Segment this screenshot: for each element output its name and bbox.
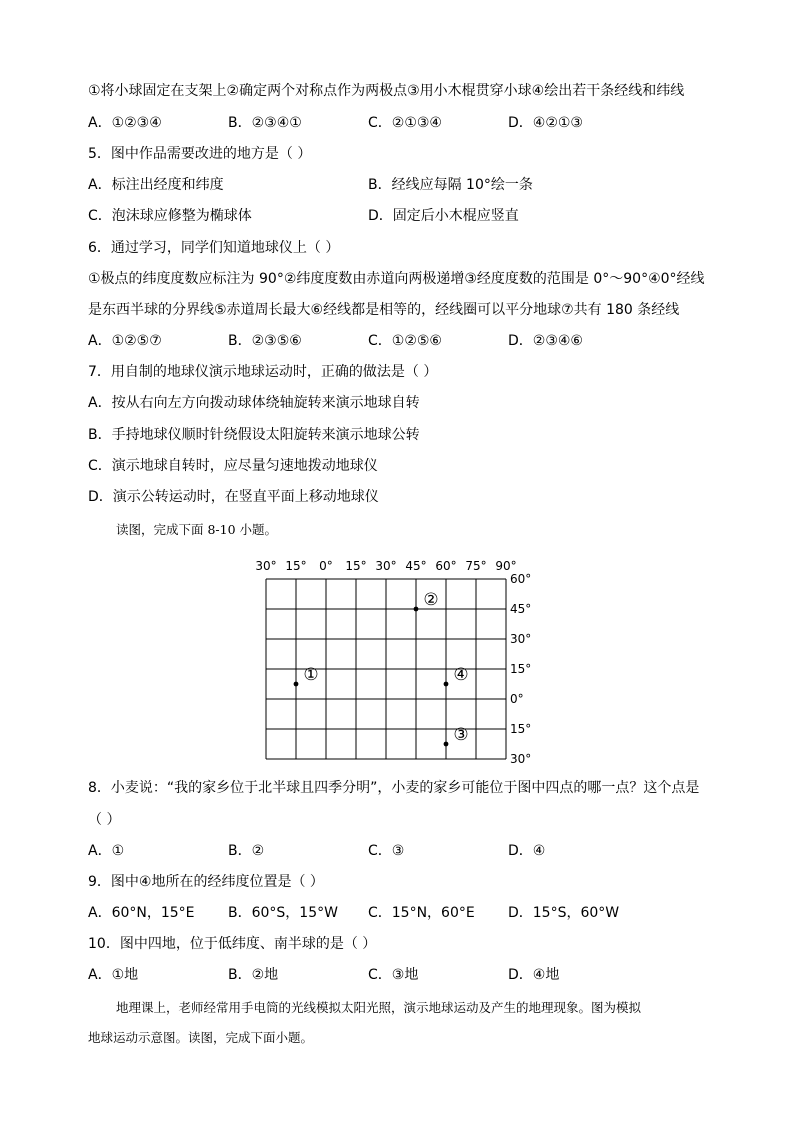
q8-option-c[interactable]: C．③ [368,843,405,859]
q7-option-a[interactable]: A．按从右向左方向拨动球体绕轴旋转来演示地球自转 [88,395,420,411]
map-point-label: ② [423,590,439,610]
latitude-label: 45° [510,602,532,616]
q10-option-c[interactable]: C．③地 [368,967,419,983]
instruction-next-line2: 地球运动示意图。读图，完成下面小题。 [88,1030,314,1045]
q9-stem: 9．图中④地所在的经纬度位置是（ ） [88,874,324,890]
q4-stem: ①将小球固定在支架上②确定两个对称点作为两极点③用小木棍贯穿小球④绘出若干条经线和纬线 [88,83,685,99]
longitude-label: 60° [435,559,457,573]
q8-option-b[interactable]: B．② [228,843,265,859]
map-point-label: ① [303,665,319,685]
q9-option-d[interactable]: D．15°S，60°W [508,905,620,921]
q6-option-d[interactable]: D．②③④⑥ [508,333,583,349]
q4-option-c[interactable]: C．②①③④ [368,115,442,131]
q4-option-b[interactable]: B．②③④① [228,115,302,131]
q5-option-b[interactable]: B．经线应每隔 10°绘一条 [368,177,533,193]
longitude-label: 15° [285,559,307,573]
q5-stem: 5．图中作品需要改进的地方是（ ） [88,146,312,162]
q10-option-d[interactable]: D．④地 [508,967,560,983]
q10-option-a[interactable]: A．①地 [88,967,139,983]
instruction-8-10: 读图，完成下面 8-10 小题。 [116,522,278,537]
latitude-label: 15° [510,662,532,676]
q4-option-d[interactable]: D．④②①③ [508,115,583,131]
q6-statements-line2: 是东西半球的分界线⑤赤道周长最大⑥经线都是相等的，经线圈可以平分地球⑦共有 180 条经线 [88,302,680,318]
q10-option-b[interactable]: B．②地 [228,967,279,983]
longitude-label: 30° [255,559,277,573]
q8-options [88,841,708,861]
latitude-label: 60° [510,572,532,586]
longitude-label: 30° [375,559,397,573]
q7-option-b[interactable]: B．手持地球仪顺时针绕假设太阳旋转来演示地球公转 [88,427,420,443]
q10-stem: 10．图中四地，位于低纬度、南半球的是（ ） [88,936,377,952]
q7-stem: 7．用自制的地球仪演示地球运动时，正确的做法是（ ） [88,364,438,380]
instruction-next-line1: 地理课上，老师经常用手电筒的光线模拟太阳光照，演示地球运动及产生的地理现象。图为模拟 [116,1000,642,1015]
q8-option-a[interactable]: A．① [88,843,125,859]
q6-options [88,331,708,351]
map-point-dot [294,682,299,687]
longitude-label: 90° [495,559,517,573]
latlon-grid-map [250,555,550,765]
q5-option-d[interactable]: D．固定后小木棍应竖直 [368,208,519,224]
q9-option-b[interactable]: B．60°S，15°W [228,905,338,921]
map-point-label: ③ [453,725,469,745]
q7-option-d[interactable]: D．演示公转运动时，在竖直平面上移动地球仪 [88,489,379,505]
longitude-label: 15° [345,559,367,573]
q6-option-c[interactable]: C．①②⑤⑥ [368,333,442,349]
q9-option-a[interactable]: A．60°N，15°E [88,905,195,921]
latitude-label: 30° [510,632,532,646]
q6-option-a[interactable]: A．①②⑤⑦ [88,333,162,349]
latitude-label: 0° [510,692,524,706]
q9-options [88,903,708,923]
q5-option-a[interactable]: A．标注出经度和纬度 [88,177,224,193]
q8-stem: 8．小麦说：“我的家乡位于北半球且四季分明”，小麦的家乡可能位于图中四点的哪一点？这个点是 [88,780,700,796]
longitude-label: 45° [405,559,427,573]
q6-statements-line1: ①极点的纬度度数应标注为 90°②纬度度数由赤道向两极递增③经度度数的范围是 0°～90°④0°经线 [88,271,705,287]
map-point-dot [444,682,449,687]
latitude-label: 15° [510,722,532,736]
longitude-label: 0° [319,559,333,573]
q6-stem: 6．通过学习，同学们知道地球仪上（ ） [88,240,340,256]
map-point-dot [414,607,419,612]
q9-option-c[interactable]: C．15°N，60°E [368,905,475,921]
q5-options-row2 [88,206,708,226]
map-point-dot [444,742,449,747]
map-point-label: ④ [453,665,469,685]
q10-options [88,965,708,985]
q5-option-c[interactable]: C．泡沫球应修整为椭球体 [88,208,252,224]
q5-options-row1 [88,175,708,195]
latitude-label: 30° [510,752,532,765]
q4-options [88,113,708,133]
q6-option-b[interactable]: B．②③⑤⑥ [228,333,302,349]
q7-option-c[interactable]: C．演示地球自转时，应尽量匀速地拨动地球仪 [88,458,378,474]
q8-stem-paren: （ ） [88,812,121,828]
longitude-label: 75° [465,559,487,573]
q8-option-d[interactable]: D．④ [508,843,546,859]
q4-option-a[interactable]: A．①②③④ [88,115,162,131]
